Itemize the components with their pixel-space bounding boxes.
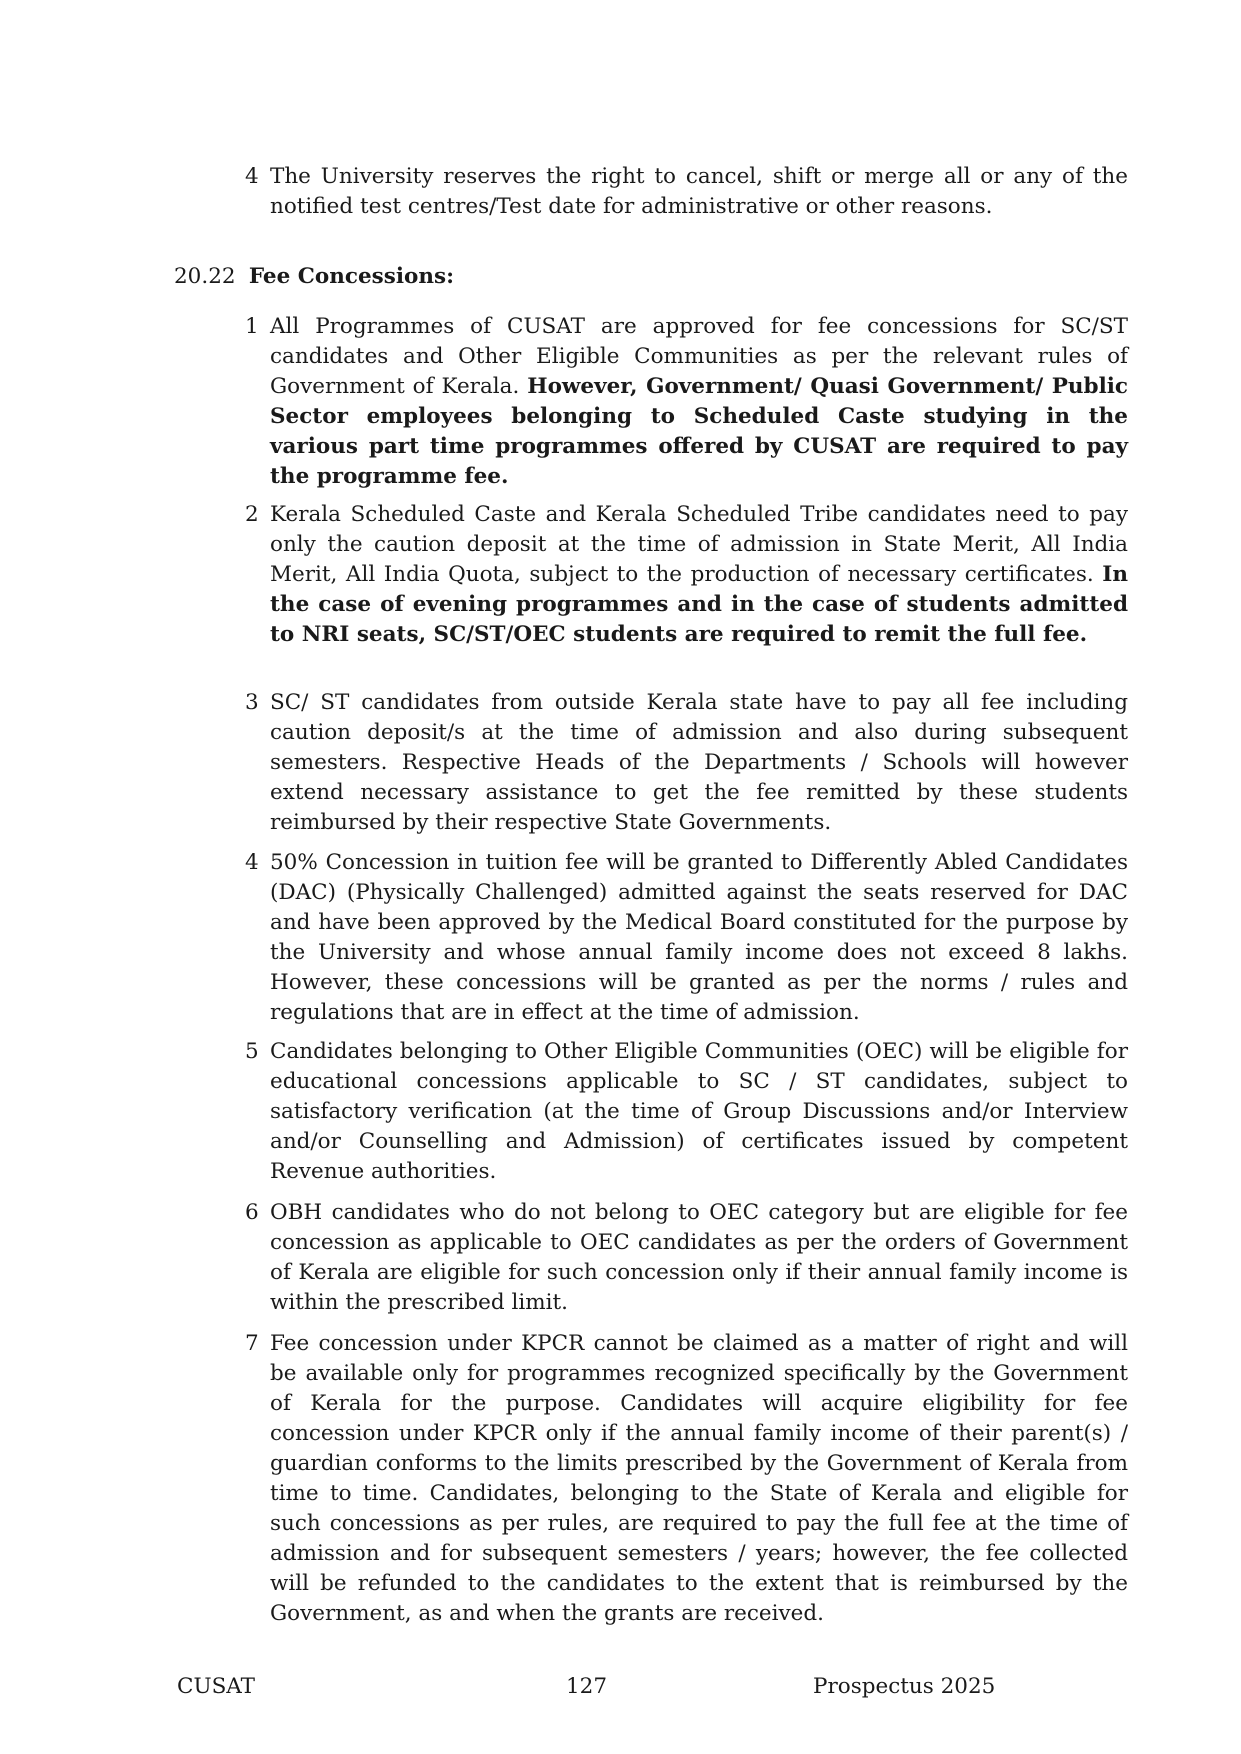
list-item [245,312,1129,492]
item-bold-text: However, Government/ Quasi Government/ Public Sector employees belonging to Scheduled Caste studying in the various part time programmes offered by CUSAT are required to pay the programme fee. [270,374,1129,489]
item-number: 4 [245,164,259,189]
item-number: 7 [245,1331,259,1356]
item-number: 2 [245,502,259,527]
item-text: All Programmes of CUSAT are approved for fee concessions for SC/ST candidates and Other Eligible Communities as per the relevant rules of Government of Kerala. [270,314,1128,399]
item-number: 6 [245,1200,259,1225]
item-number: 1 [245,314,259,339]
section-title: Fee Concessions: [248,264,455,289]
item-text: Kerala Scheduled Caste and Kerala Scheduled Tribe candidates need to pay only the caution deposit at the time of admission in State Merit, All India Merit, All India Quota, subject to the production of necessary certificates. [270,502,1128,587]
page-number: 127 [566,1674,608,1699]
section-heading [174,262,454,292]
item-bold-text: In the case of evening programmes and in the case of students admitted to NRI seats, SC/ST/OEC students are required to remit the full fee. [270,562,1128,647]
section-number: 20.22 [174,264,236,289]
list-item [245,688,1128,838]
list-item [245,848,1128,1028]
list-item [245,1037,1128,1187]
item-text: Candidates belonging to Other Eligible Communities (OEC) will be eligible for educational concessions applicable to SC / ST candidates, subject to satisfactory verification (at the time of Group Discussions and/or Interview and/or Counselling and Admission) of certificates issued by competent Revenue authorities. [270,1039,1128,1184]
footer-right: Prospectus 2025 [813,1674,996,1699]
list-item [245,1329,1128,1629]
list-item [245,500,1128,650]
item-text: The University reserves the right to cancel, shift or merge all or any of the notified test centres/Test date for administrative or other reasons. [270,164,1128,219]
item-number: 4 [245,850,259,875]
item-text: OBH candidates who do not belong to OEC category but are eligible for fee concession as applicable to OEC candidates as per the orders of Government of Kerala are eligible for such concession only if their annual family income is within the prescribed limit. [270,1200,1128,1315]
list-item [245,162,1128,222]
item-text: 50% Concession in tuition fee will be granted to Differently Abled Candidates (DAC) (Physically Challenged) admitted against the seats reserved for DAC and have been approved by the Medical Board constituted for the purpose by the University and whose annual family income does not exceed 8 lakhs. However, these concessions will be granted as per the norms / rules and regulations that are in effect at the time of admission. [270,850,1128,1025]
footer-left: CUSAT [177,1674,255,1699]
item-text: Fee concession under KPCR cannot be claimed as a matter of right and will be available only for programmes recognized specifically by the Government of Kerala for the purpose. Candidates will acquire eligibility for fee concession under KPCR only if the annual family income of their parent(s) / guardian conforms to the limits prescribed by the Government of Kerala from time to time. Candidates, belonging to the State of Kerala and eligible for such concessions as per rules, are required to pay the full fee at the time of admission and for subsequent semesters / years; however, the fee collected will be refunded to the candidates to the extent that is reimbursed by the Government, as and when the grants are received. [270,1331,1128,1626]
item-number: 5 [245,1039,259,1064]
list-item [245,1198,1128,1318]
item-text: SC/ ST candidates from outside Kerala state have to pay all fee including caution deposit/s at the time of admission and also during subsequent semesters. Respective Heads of the Departments / Schools will however extend necessary assistance to get the fee remitted by these students reimbursed by their respective State Governments. [270,690,1128,835]
item-number: 3 [245,690,259,715]
